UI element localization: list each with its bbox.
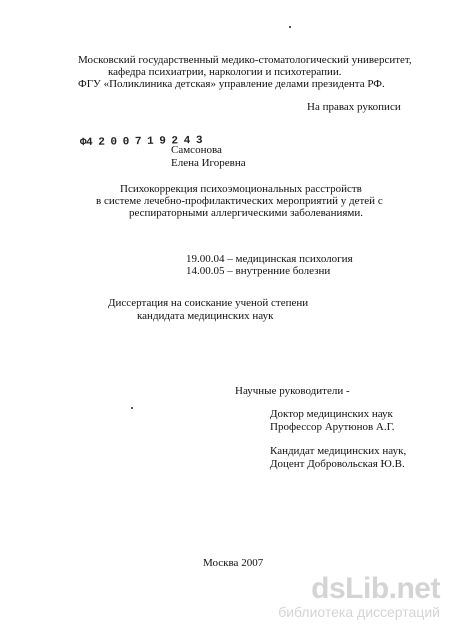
degree-line-1: Диссертация на соискание ученой степени — [108, 297, 309, 309]
supervisor-2-degree: Кандидат медицинских наук, — [270, 445, 407, 457]
university-name: Московский государственный медико-стоматологический университет, — [78, 54, 412, 66]
thesis-title-line-2: в системе лечебно-профилактических мероприятий у детей с — [96, 195, 383, 207]
thesis-title-line-3: респираторными аллергическими заболеваниями. — [129, 207, 363, 219]
supervisor-1-degree: Доктор медицинских наук — [270, 408, 393, 420]
clinic-name: ФГУ «Поликлиника детская» управление делами президента РФ. — [78, 78, 385, 90]
library-stamp: Ф4 2 0 0 7 1 9 2 4 3 — [79, 134, 203, 150]
supervisor-1-name: Профессор Арутюнов А.Г. — [270, 421, 395, 433]
supervisor-2-name: Доцент Добровольская Ю.В. — [270, 458, 405, 470]
specialty-2: 14.00.05 – внутренние болезни — [186, 265, 331, 277]
thesis-title-line-1: Психокоррекция психоэмоциональных расстройств — [120, 183, 362, 195]
watermark-logo: dsLib.net — [311, 572, 440, 605]
manuscript-rights-note: На правах рукописи — [307, 101, 401, 113]
scan-speck — [289, 26, 291, 28]
city-year: Москва 2007 — [203, 557, 264, 569]
specialty-1: 19.00.04 – медицинская психология — [186, 253, 353, 265]
department-name: кафедра психиатрии, наркологии и психотерапии. — [108, 66, 342, 78]
degree-line-2: кандидата медицинских наук — [137, 310, 274, 322]
author-surname: Самсонова — [171, 144, 222, 156]
author-given-names: Елена Игоревна — [171, 157, 246, 169]
scan-speck — [131, 407, 133, 409]
watermark-subtitle: библиотека диссертаций — [278, 604, 440, 620]
supervisors-heading: Научные руководители - — [235, 385, 350, 397]
